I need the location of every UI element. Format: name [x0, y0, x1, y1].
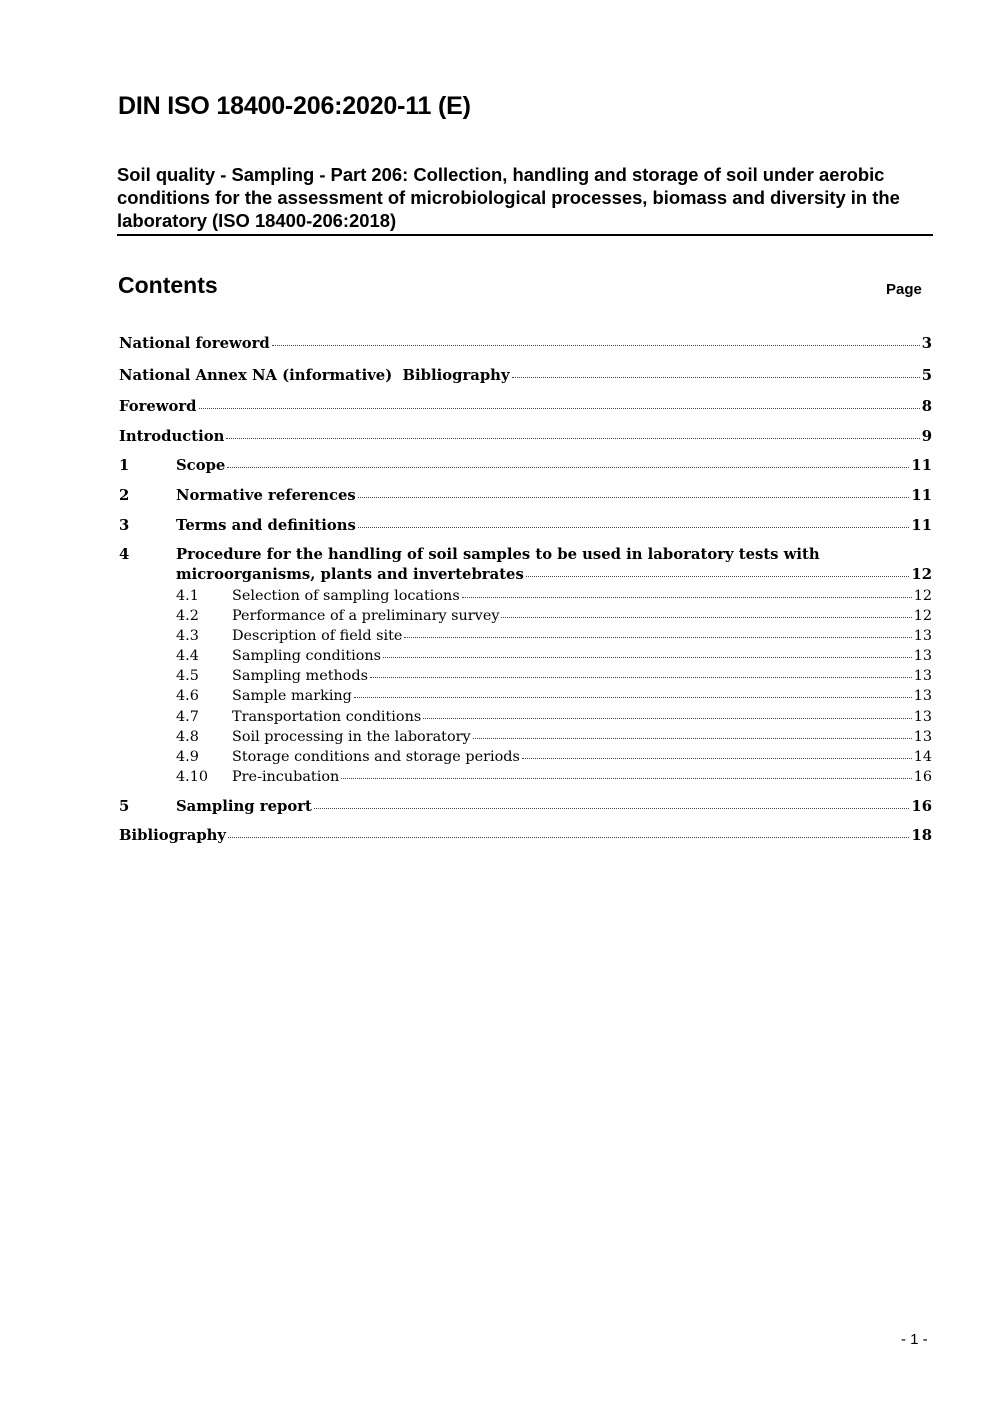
- toc-entry-page: 9: [921, 428, 932, 445]
- toc-entry-number: 4.7: [176, 709, 199, 725]
- toc-entry-number: 4.1: [176, 588, 199, 604]
- dot-leader: [423, 707, 911, 719]
- toc-entry[interactable]: [119, 486, 932, 506]
- footer-page-number: - 1 -: [901, 1331, 928, 1348]
- toc-subentry[interactable]: [119, 727, 932, 747]
- toc-entry-page: 12: [913, 588, 932, 604]
- toc-entry-number: 4.3: [176, 628, 199, 644]
- toc-entry[interactable]: [119, 397, 932, 417]
- dot-leader: [522, 747, 912, 759]
- toc-entry-number: 4.9: [176, 749, 199, 765]
- toc-entry-number: 4.2: [176, 608, 199, 624]
- toc-entry-page: 11: [911, 457, 932, 474]
- dot-leader: [512, 366, 920, 378]
- toc-entry-number: 5: [119, 798, 130, 815]
- toc-entry-continuation[interactable]: [119, 565, 932, 585]
- toc-entry-page: 13: [913, 729, 932, 745]
- toc-entry-title: Sampling report: [176, 798, 312, 815]
- toc-entry-title: National foreword: [119, 335, 270, 352]
- toc-entry[interactable]: [119, 456, 932, 476]
- toc-entry-number: 3: [119, 517, 130, 534]
- dot-leader: [272, 334, 920, 346]
- toc-entry-title: Foreword: [119, 398, 197, 415]
- toc-subentry[interactable]: [119, 686, 932, 706]
- toc-entry-page: 16: [911, 798, 932, 815]
- toc-entry-number: 4.4: [176, 648, 199, 664]
- toc-entry-title: Scope: [176, 457, 226, 474]
- toc-entry-page: 11: [911, 517, 932, 534]
- toc-entry-title: Sampling conditions: [232, 648, 382, 664]
- toc-entry-number: 4.5: [176, 668, 199, 684]
- toc-subentry[interactable]: [119, 606, 932, 626]
- dot-leader: [501, 606, 911, 618]
- toc-entry-number: 2: [119, 487, 130, 504]
- toc-entry[interactable]: [119, 516, 932, 536]
- toc-entry-number: 4: [119, 546, 130, 563]
- dot-leader: [228, 826, 909, 838]
- toc-subentry[interactable]: [119, 707, 932, 727]
- toc-entry[interactable]: [119, 366, 932, 386]
- toc-entry-title: Pre-incubation: [232, 769, 340, 785]
- toc-entry-title-line1: Procedure for the handling of soil samples to be used in laboratory tests with: [176, 546, 820, 563]
- document-id: DIN ISO 18400-206:2020-11 (E): [118, 92, 471, 120]
- dot-leader: [358, 486, 910, 498]
- toc-subentry[interactable]: [119, 666, 932, 686]
- toc-entry-page: 14: [913, 749, 932, 765]
- dot-leader: [473, 727, 912, 739]
- dot-leader: [199, 397, 920, 409]
- toc-entry-title: Selection of sampling locations: [232, 588, 460, 604]
- toc-entry-title: Sample marking: [232, 688, 352, 704]
- toc-entry-page: 12: [911, 566, 932, 583]
- toc-entry[interactable]: [119, 826, 932, 846]
- dot-leader: [358, 516, 910, 528]
- toc-entry-page: 18: [911, 827, 932, 844]
- dot-leader: [383, 646, 912, 658]
- toc-entry[interactable]: [119, 797, 932, 817]
- dot-leader: [354, 686, 912, 698]
- toc-entry-title: Performance of a preliminary survey: [232, 608, 500, 624]
- toc-entry-page: 8: [921, 398, 932, 415]
- toc-entry-page: 16: [913, 769, 932, 785]
- toc-entry-page: 5: [921, 367, 932, 384]
- dot-leader: [314, 797, 910, 809]
- toc-entry-page: 13: [913, 709, 932, 725]
- dot-leader: [526, 565, 910, 577]
- toc-entry[interactable]: [119, 334, 932, 354]
- toc-entry-page: 13: [913, 688, 932, 704]
- toc-entry-number: 4.6: [176, 688, 199, 704]
- toc-entry-page: 11: [911, 487, 932, 504]
- toc-entry-number: 4.10: [176, 769, 209, 785]
- dot-leader: [370, 666, 912, 678]
- toc-subentry[interactable]: [119, 626, 932, 646]
- toc-entry-title: Normative references: [176, 487, 356, 504]
- toc-subentry[interactable]: [119, 747, 932, 767]
- toc-subentry[interactable]: [119, 646, 932, 666]
- toc-entry-page: 3: [921, 335, 932, 352]
- toc-entry[interactable]: [119, 427, 932, 447]
- toc-subentry[interactable]: [119, 767, 932, 787]
- toc-entry-title: Transportation conditions: [232, 709, 422, 725]
- toc-entry-title: Bibliography: [119, 827, 227, 844]
- dot-leader: [462, 586, 912, 598]
- toc-entry-number: 1: [119, 457, 130, 474]
- dot-leader: [404, 626, 911, 638]
- document-title: Soil quality - Sampling - Part 206: Collection, handling and storage of soil under aerobic conditions for the assessment of microbiological processes, biomass and diversity in the laboratory (ISO 18400-206:2018): [117, 163, 933, 236]
- toc-entry-title: Terms and definitions: [176, 517, 356, 534]
- toc-entry-title: Soil processing in the laboratory: [232, 729, 471, 745]
- toc-entry-title: microorganisms, plants and invertebrates: [176, 566, 524, 583]
- toc-entry-page: 13: [913, 648, 932, 664]
- contents-heading: Contents: [118, 272, 218, 298]
- toc-subentry[interactable]: [119, 586, 932, 606]
- dot-leader: [341, 767, 911, 779]
- dot-leader: [227, 456, 909, 468]
- toc-entry-title: Sampling methods: [232, 668, 369, 684]
- toc-entry-page: 13: [913, 628, 932, 644]
- toc-entry-page: 12: [913, 608, 932, 624]
- toc-entry[interactable]: [119, 545, 932, 565]
- toc-entry-page: 13: [913, 668, 932, 684]
- toc-entry-title: Description of field site: [232, 628, 403, 644]
- toc-entry-title: Storage conditions and storage periods: [232, 749, 520, 765]
- page-column-label: Page: [886, 281, 922, 298]
- toc-entry-title: Introduction: [119, 428, 225, 445]
- dot-leader: [226, 427, 919, 439]
- toc-entry-title: National Annex NA (informative) Bibliography: [119, 367, 510, 384]
- toc-entry-number: 4.8: [176, 729, 199, 745]
